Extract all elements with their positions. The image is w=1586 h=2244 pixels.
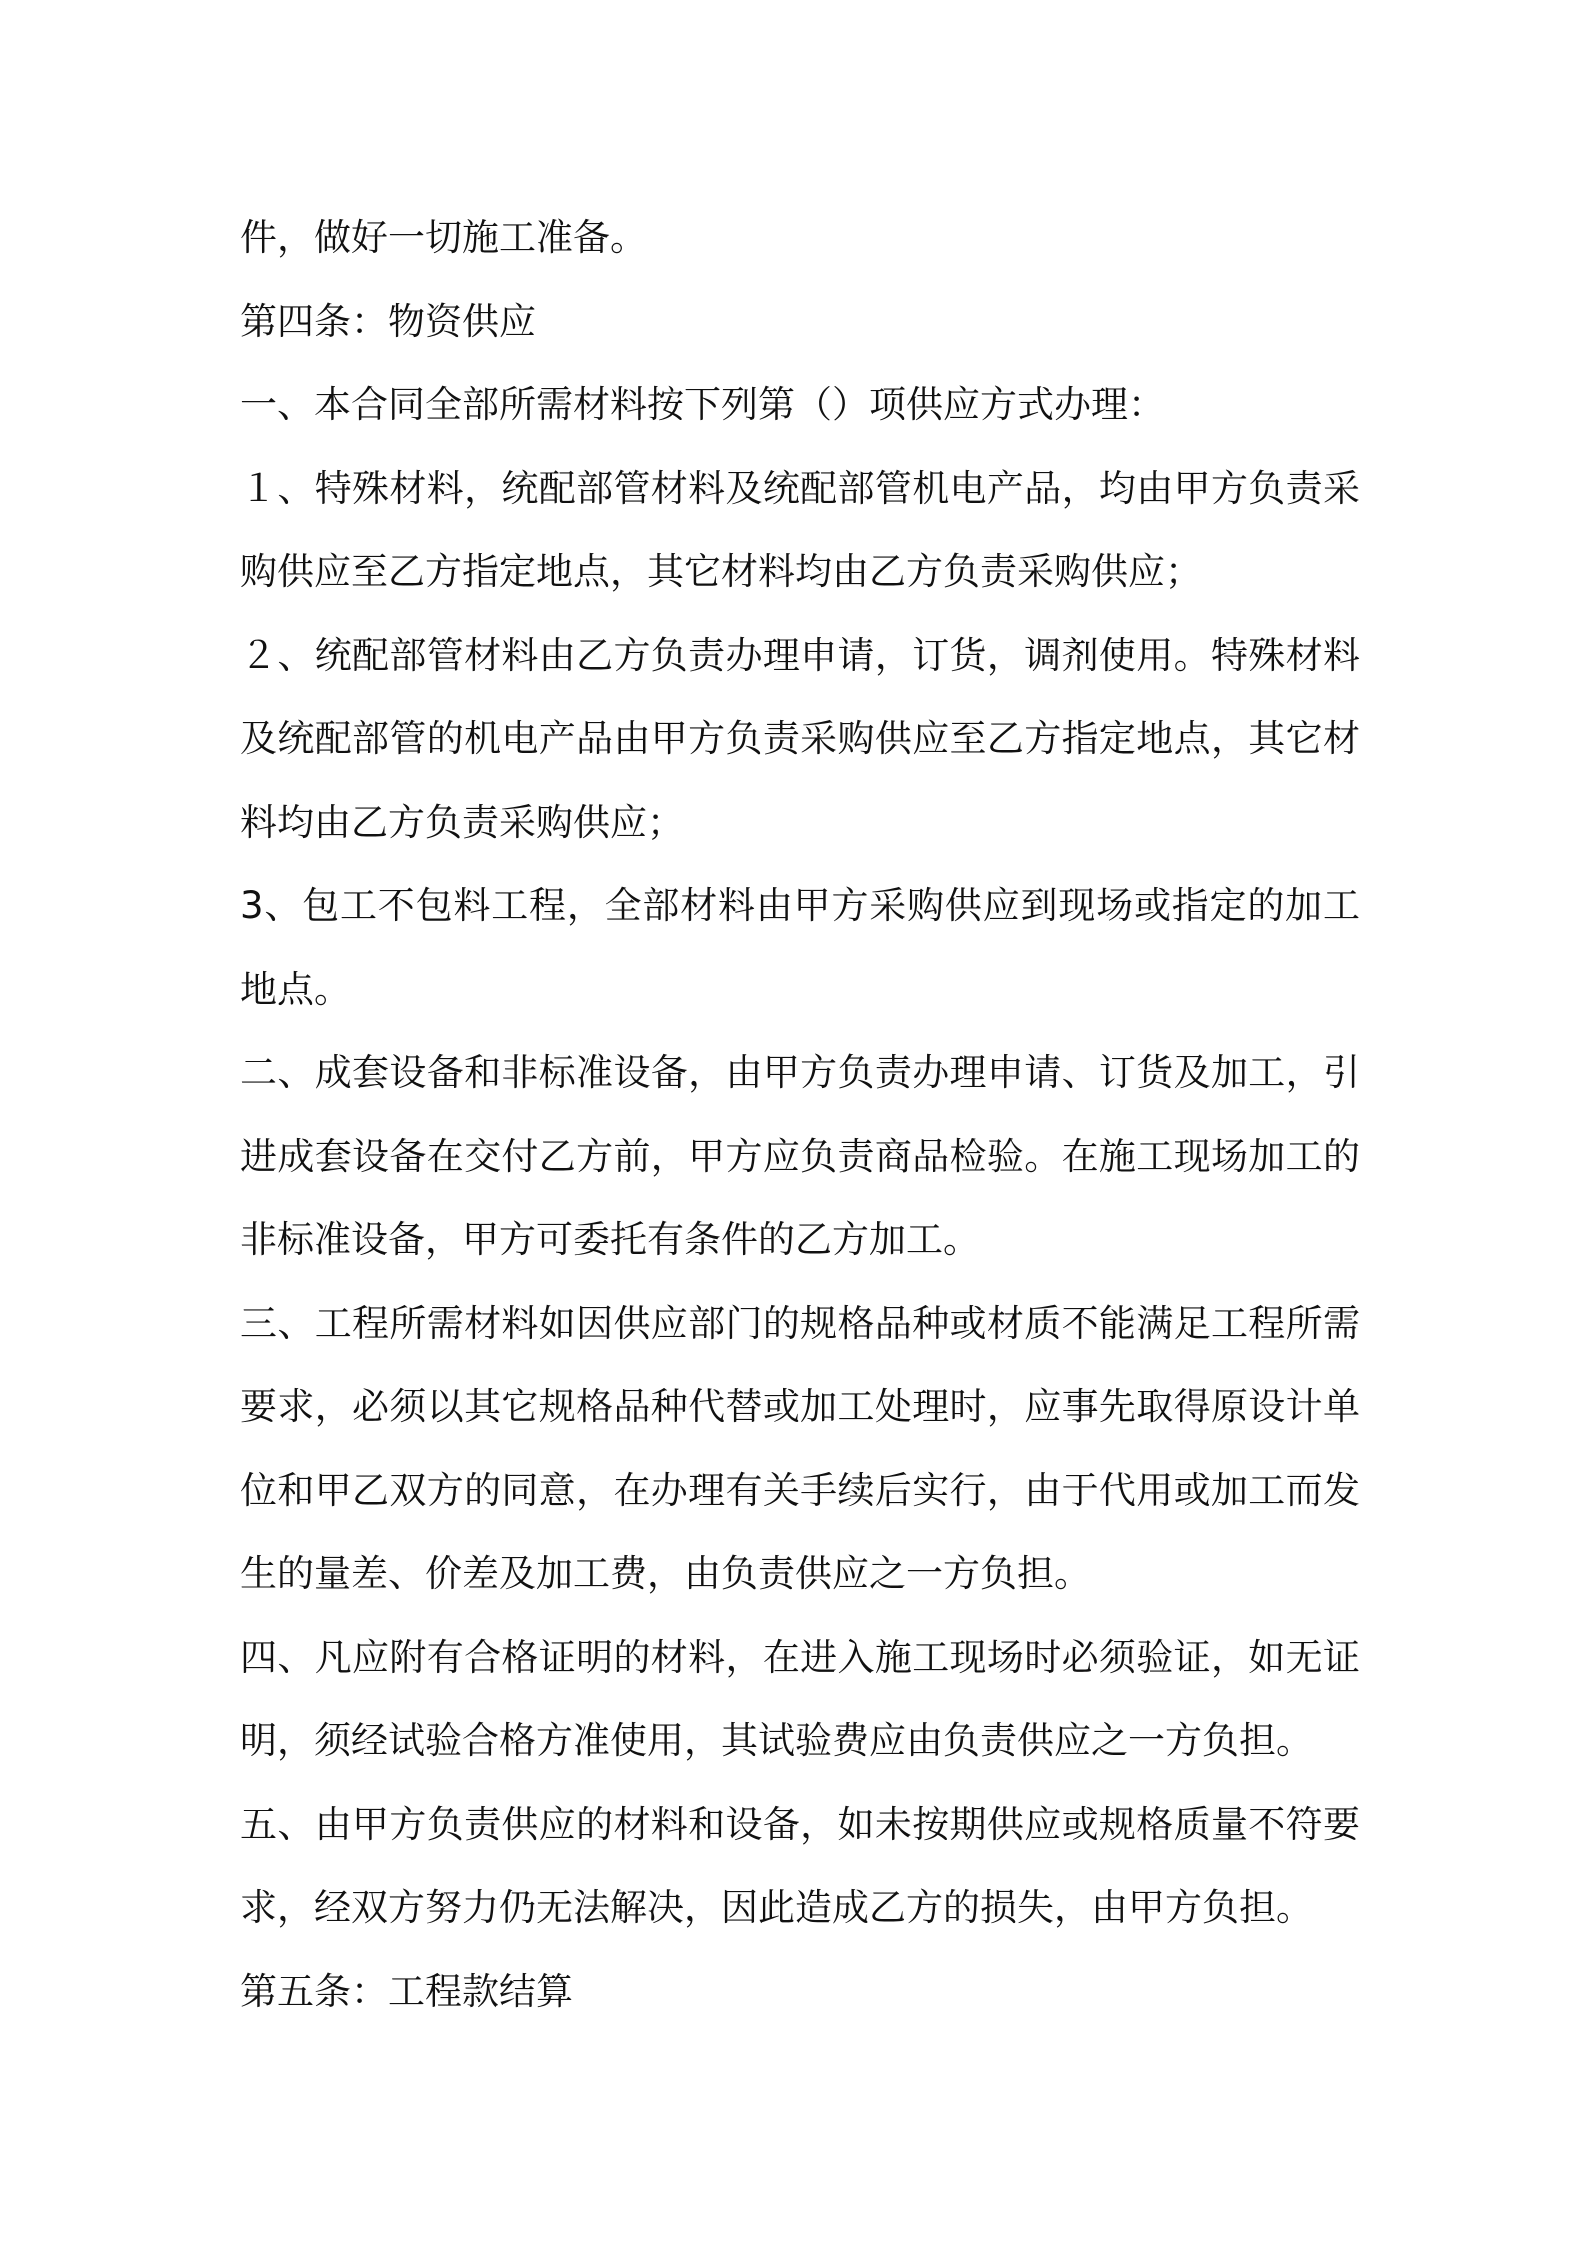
text-line: 及统配部管的机电产品由甲方负责采购供应至乙方指定地点，其它材	[240, 717, 1360, 760]
text-line: 购供应至乙方指定地点，其它材料均由乙方负责采购供应；	[240, 550, 1202, 593]
text-line: 求，经双方努力仍无法解决，因此造成乙方的损失，由甲方负担。	[240, 1886, 1313, 1929]
text-line: 进成套设备在交付乙方前，甲方应负责商品检验。在施工现场加工的	[240, 1134, 1360, 1178]
text-line: 四、凡应附有合格证明的材料，在进入施工现场时必须验证，如无证	[240, 1635, 1360, 1679]
text-line: 料均由乙方负责采购供应；	[240, 800, 684, 844]
text-line: 生的量差、价差及加工费，由负责供应之一方负担。	[240, 1552, 1091, 1595]
text-line: 五、由甲方负责供应的材料和设备，如未按期供应或规格质量不符要	[240, 1802, 1360, 1846]
section-heading: 第四条：物资供应	[240, 299, 536, 343]
text-line: 非标准设备，甲方可委托有条件的乙方加工。	[240, 1218, 980, 1261]
text-line: 位和甲乙双方的同意，在办理有关手续后实行，由于代用或加工而发	[240, 1468, 1360, 1512]
text-line: 3、包工不包料工程，全部材料由甲方采购供应到现场或指定的加工	[240, 884, 1360, 927]
text-line: 件，做好一切施工准备。	[240, 216, 647, 259]
text-line: 一、本合同全部所需材料按下列第（）项供应方式办理：	[240, 383, 1165, 426]
text-line: 二、成套设备和非标准设备，由甲方负责办理申请、订货及加工，引	[240, 1051, 1360, 1094]
document-body	[240, 196, 1360, 2033]
text-line: ２、统配部管材料由乙方负责办理申请，订货，调剂使用。特殊材料	[240, 633, 1360, 677]
text-line: １、特殊材料，统配部管材料及统配部管机电产品，均由甲方负责采	[240, 466, 1360, 510]
text-line: 要求，必须以其它规格品种代替或加工处理时，应事先取得原设计单	[240, 1385, 1360, 1428]
text-line: 地点。	[240, 967, 351, 1011]
text-line: 明，须经试验合格方准使用，其试验费应由负责供应之一方负担。	[240, 1719, 1313, 1762]
text-line: 三、工程所需材料如因供应部门的规格品种或材质不能满足工程所需	[240, 1301, 1360, 1345]
section-heading: 第五条：工程款结算	[240, 1969, 573, 2013]
